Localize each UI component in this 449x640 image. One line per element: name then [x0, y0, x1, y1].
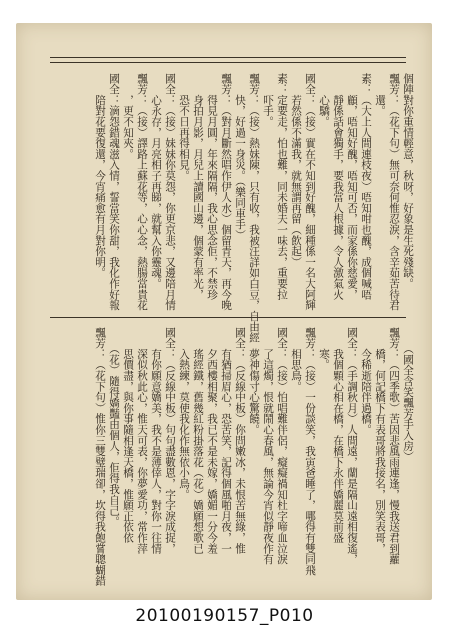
text-column: 身拍月影，月兒上讀國山邊，個蒙有率光，: [192, 73, 204, 300]
text-column: 飄芳：（對月斷然唱作伊人水）個留青天，再今晚: [220, 73, 232, 311]
text-column: 今稀逝陪伴過橋。: [360, 327, 372, 435]
text-column: 思價盡，與你事隨相逢天橋，惟願正依依: [122, 327, 134, 543]
text-column: 了這燭，恨就鬧心春風，無論今宵似靜夜作有: [262, 327, 274, 565]
text-column: 夕西樓相聚，我已不是未嫁，嬌媚一分今羞: [206, 327, 218, 554]
text-column: 恐不日再得相見。: [178, 73, 190, 181]
text-column: 飄芳：（四季歌）苦因悲風雨連逢，慢我送君到蘿: [388, 327, 400, 565]
document-page: [16, 23, 432, 600]
text-column: 素：（大上人間連枝夜）唔知咁也醜，成個喊唔: [360, 73, 372, 300]
text-column: （國全含笑飄芳手入房）: [402, 327, 414, 463]
text-column: 心驕。: [318, 73, 330, 127]
text-column: 個陣對你重情輕意，秋呀，好象是生死殘缺。: [402, 73, 414, 289]
text-column: 橋，何記橋下有表哥將我接名，別笑表哥，: [374, 327, 386, 554]
text-column: 國全：（接）妹妹你莫怨，你更京悲，又邊陪月情: [164, 73, 176, 311]
upper-text-block: [93, 73, 414, 343]
text-column: 國全：滴怨錯魂滋入情，誓當笑你甜，我化作好報: [108, 73, 120, 311]
text-column: 飄芳：（花下句）惟你三雙璧瑞卻，坎得我飽嘗聰蝴錯: [94, 327, 106, 587]
text-column: （花）隨得嬌豔由個人，佢得我自己。: [108, 327, 120, 527]
text-column: 國全：（反線中板）句句盡數恩，字字淚成捉，: [164, 327, 176, 554]
text-column: 夢神傷寸心驚饒。: [248, 327, 260, 435]
text-column: 我個顆心相在橋，在橋下永伴嬌麗莫前盛: [332, 327, 344, 543]
text-column: 飄芳：（接）譯路上蘇花等，心心念，熱腸當貴花: [136, 73, 148, 311]
text-column: 顧，唔知好醜，唔知可否，而家係你慈愛，: [346, 73, 358, 300]
text-column: 國全：（接）實在不知到好醜，細種係一名大阿輝: [304, 73, 316, 311]
text-column: 飄芳：（花下句）無可奈何惟忍淚，含辛茹苦待君: [388, 73, 400, 311]
text-column: 還。: [374, 73, 386, 117]
text-column: 國全：（反線中板）你問嫩冰，未恨苦無綠，惟: [234, 327, 246, 554]
text-column: 素：定要走，怕也難，同未婚夫一味去，重要拉: [276, 73, 288, 300]
text-column: 飄芳：（接）熱妹陳，只有收，我被汪詳如白豆，自由經: [248, 73, 260, 343]
top-rule-inner: [50, 62, 406, 63]
text-column: 靜係話會獨手，要我當人根據，令人激氣火: [332, 73, 344, 300]
top-rule: [50, 57, 406, 58]
text-column: 有你願意嬌美，我不是薄倖人，對你一往情: [150, 327, 162, 554]
text-column: 得見月圓，年來隔隔，我心思念佢，不禁珍: [206, 73, 218, 300]
lower-text-block: [93, 327, 414, 586]
text-column: ，更不知夾。: [122, 73, 134, 160]
text-column: 寒。: [318, 327, 330, 371]
text-column: 入熱練，莫使我化作無依小鳥。: [178, 327, 190, 500]
text-column: 心永存，月亮相子再睇，就幫入你靈魂。: [150, 73, 162, 289]
text-column: 國全：（接）怕唱難伴侶，癡癡禍知杜字啼血泣淚: [276, 327, 288, 565]
archive-id-caption: 20100190157_P010: [135, 606, 314, 626]
text-column: 飄芳：（接）一份談笑，我寅爸睡了，哪得有雙同飛: [304, 327, 316, 576]
text-column: 快，好過一身災。（樂同車手）: [234, 73, 246, 241]
text-column: 吓手。: [262, 73, 274, 127]
text-column: 陪對花要復還，今宵痛愈有月對你明。: [94, 73, 106, 279]
text-column: 若然係不滿我，就無謂再留（飲起）: [290, 73, 302, 268]
text-column: 有猶掃眉心，恐苦笑，記得個風啪月夜，一: [220, 327, 232, 554]
text-column: 瑤經鐵，舊幾紅粉掛落花（花）嬌願想歌已: [192, 327, 204, 554]
text-column: 國全：（手調秋月）人間遠，蘭是隔山遠相復遙，: [346, 327, 358, 565]
text-column: 相思鳥。: [290, 327, 302, 392]
text-column: 深似秋此心，惟天可表，你夢愛功，常作萍: [136, 327, 148, 554]
middle-rule: [50, 317, 406, 318]
